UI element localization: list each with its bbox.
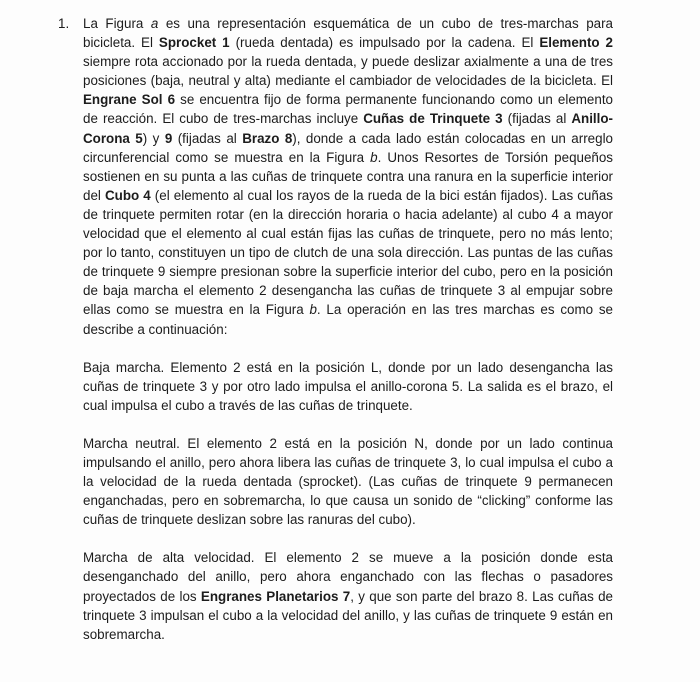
text-run: (rueda dentada) es impulsado por la cadena. El — [229, 35, 540, 51]
term-brazo: Brazo 8 — [242, 130, 293, 146]
text-run: ), donde a cada lado están colocadas en un arreglo circunferencial como se muestra en la Figura — [83, 130, 613, 165]
text-run: (fijadas al — [502, 111, 572, 127]
term-engrane-sol: Engrane Sol 6 — [83, 92, 176, 108]
text-run: . La operación en las tres marchas es como se describe a continuación: — [83, 302, 613, 337]
text-run: La Figura — [83, 16, 151, 31]
term-sprocket: Sprocket 1 — [158, 35, 230, 51]
figure-b-ref: b — [309, 302, 317, 318]
text-run: ) y — [142, 130, 165, 146]
term-engranes-planetarios: Engranes Planetarios 7 — [200, 588, 351, 604]
text-run: Marcha de alta velocidad. El elemento 2 se mueve a la posición donde esta desenganchado del anillo, pero ahora enganchado con las flechas o pasadores proyectados de los — [83, 550, 613, 604]
text-run: se encuentra fijo de forma permanente funcionando como un elemento de reacción. El cubo de tres-marchas incluye — [83, 92, 613, 127]
term-cunas-trinquete: Cuñas de Trinquete 3 — [363, 111, 503, 127]
text-run: siempre rota accionado por la rueda dentada, y puede deslizar axialmente a una de tres posiciones (baja, neutral y alta) mediante el cambiador de velocidades de la bicicleta. El — [83, 54, 613, 89]
term-anillo-corona: Anillo-Corona 5 — [83, 111, 613, 146]
paragraph-marcha-neutral: Marcha neutral. El elemento 2 está en la posición N, donde por un lado continua impulsando el anillo, pero ahora libera las cuñas de trinquete 3, lo cual impulsa el cubo a la velocidad de la rueda dentada (sprocket). (Las cuñas de trinquete 9 permanecen enganchadas, pero en sobremarcha, lo que causa un sonido de “clicking” conforme las cuñas de trinquete deslizan sobre las ranuras del cubo). — [83, 435, 613, 528]
figure-b-ref: b — [370, 149, 378, 165]
term-nueve: 9 — [164, 130, 173, 146]
figure-a-ref: a — [150, 16, 159, 31]
problem-body — [83, 14, 613, 644]
text-run: (el elemento al cual los rayos de la rueda de la bici están fijados). Las cuñas de trinquete permiten rotar (en la dirección horaria o hacia adelante) al cubo 4 a mayor velocidad que el elemento al cual están fijas las cuñas de trinquete, pero no más lento; por lo tanto, constituyen un tipo de clutch de una sola dirección. Las puntas de las cuñas de trinquete 9 siempre presionan sobre la superficie interior del cubo, pero en la posición de baja marcha el elemento 2 desengancha las cuñas de trinquete 3 al empujar sobre ellas como se muestra en la Figura — [83, 187, 613, 318]
term-cubo-4: Cubo 4 — [104, 187, 151, 203]
text-run: . Unos Resortes de Torsión pequeños sostienen en su punta a las cuñas de trinquete contra una ranura en la superficie interior del — [83, 149, 613, 203]
text-run: (fijadas al — [172, 130, 243, 146]
text-run: , y que son parte del brazo 8. Las cuñas de trinquete 3 impulsan el cubo a la velocidad del anillo, y las cuñas de trinquete 9 están en sobremarcha. — [83, 588, 613, 642]
item-number: 1. — [58, 16, 70, 31]
paragraph-baja-marcha: Baja marcha. Elemento 2 está en la posición L, donde por un lado desengancha las cuñas de trinquete 3 y por otro lado impulsa el anillo-corona 5. La salida es el brazo, el cual impulsa el cubo a través de las cuñas de trinquete. — [83, 359, 613, 413]
paragraph-alta-velocidad — [83, 548, 613, 643]
term-elemento-2: Elemento 2 — [539, 35, 613, 51]
paragraph-description — [83, 14, 613, 339]
text-run: es una representación esquemática de un cubo de tres-marchas para bicicleta. El — [83, 16, 613, 51]
